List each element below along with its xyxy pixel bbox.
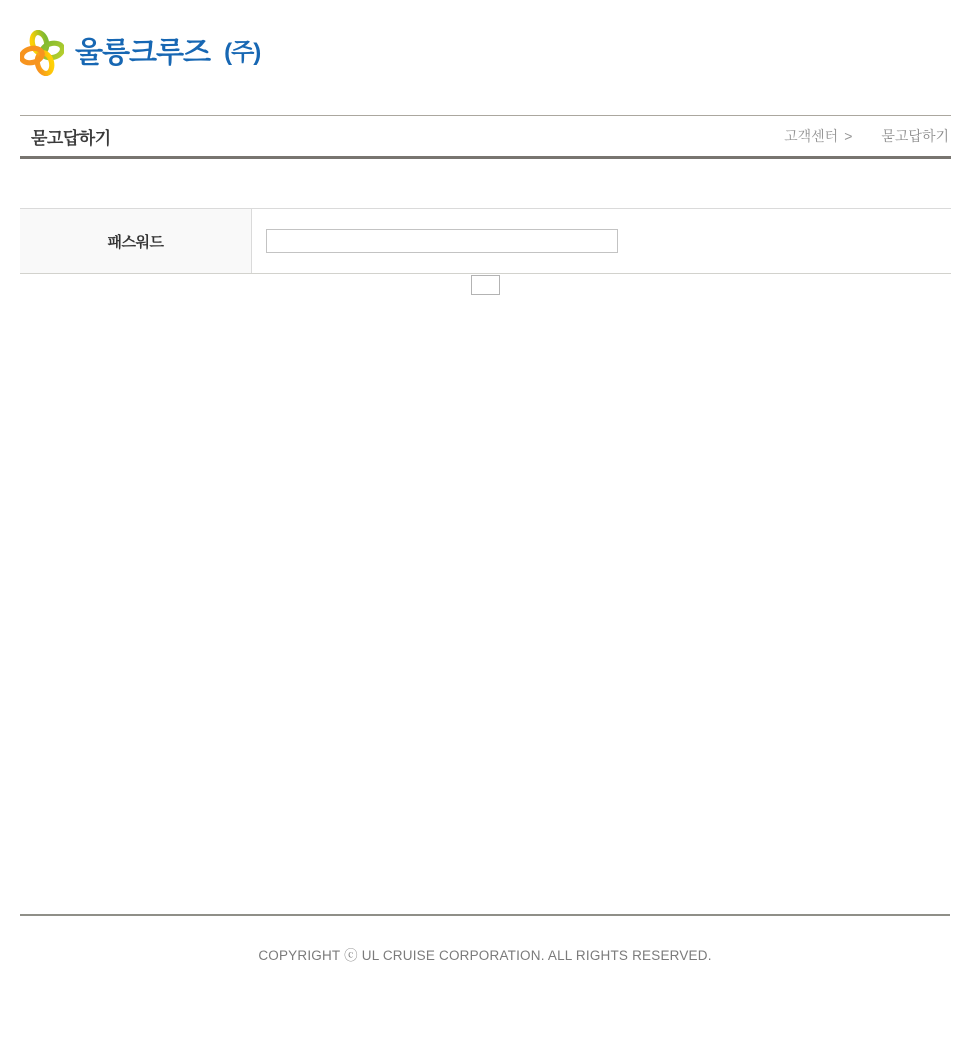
page-head-bar [20, 115, 951, 159]
logo-company-suffix: (주) [224, 39, 261, 66]
password-row [20, 209, 951, 273]
password-form-table [20, 208, 951, 274]
page-footer [20, 914, 950, 964]
breadcrumb-separator: > [844, 128, 853, 144]
submit-area [0, 274, 970, 295]
password-input[interactable] [266, 229, 618, 253]
page-title: 묻고답하기 [31, 128, 111, 148]
password-label: 패스워드 [20, 209, 252, 273]
logo-company-name: 울릉크루즈 [75, 36, 211, 69]
breadcrumb-customer-center-link[interactable]: 고객센터 [784, 128, 839, 144]
site-header [0, 0, 970, 81]
breadcrumb-current-page-link[interactable]: 묻고답하기 [881, 128, 949, 144]
logo-home-link[interactable] [20, 30, 260, 76]
breadcrumb [784, 126, 951, 146]
flower-pinwheel-icon [20, 30, 64, 76]
copyright-text: COPYRIGHT ⓒ UL CRUISE CORPORATION. ALL RIGHTS RESERVED. [258, 948, 712, 963]
password-cell [252, 209, 951, 273]
submit-button[interactable] [471, 275, 500, 295]
